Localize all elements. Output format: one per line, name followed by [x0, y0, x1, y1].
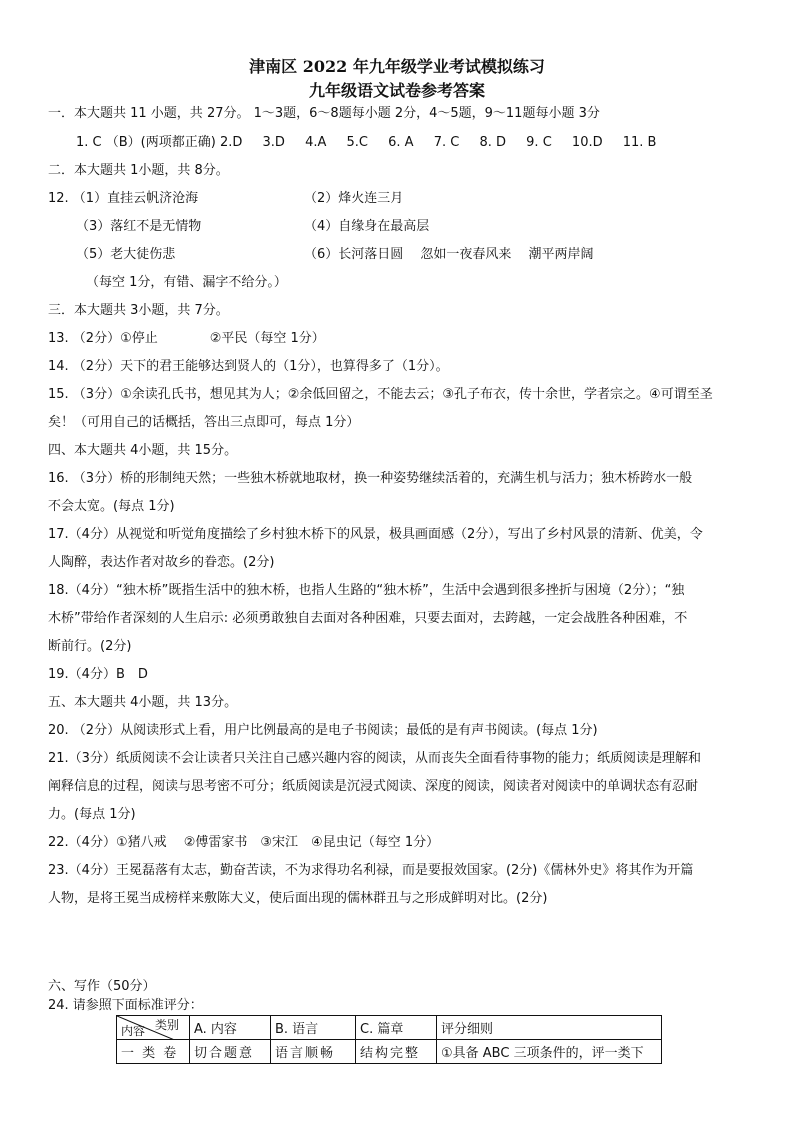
- q17-line2: 人陶醉，表达作者对故乡的眷恋。(2分): [48, 555, 275, 570]
- answer-7: 7. C: [433, 135, 460, 150]
- q15-line2: 矣！（可用自己的话概括，答出三点即可，每点 1分）: [48, 415, 360, 430]
- q21-line2: 阐释信息的过程，阅读与思考密不可分；纸质阅读是沉浸式阅读、深度的阅读，阅读者对阅读中的单调状态有忍耐: [48, 779, 699, 794]
- q16-line2: 不会太宽。(每点 1分): [48, 499, 175, 514]
- table-header-cell: 评分细则: [437, 1016, 662, 1040]
- doc-title-line2: 九年级语文试卷参考答案: [308, 81, 485, 100]
- q20: 20. （2分）从阅读形式上看，用户比例最高的是电子书阅读；最低的是有声书阅读。(每点 1分): [48, 723, 598, 738]
- q21-line1: 21.（3分）纸质阅读不会让读者只关注自己感兴趣内容的阅读，从而丧失全面看待事物的能力；纸质阅读是理解和: [48, 751, 701, 766]
- section2-heading: 二．本大题共 1小题，共 8分。: [48, 163, 229, 178]
- q23-line1: 23.（4分）王冕磊落有太志，勤奋苦读，不为求得功名利禄，而是要报效国家。(2分)《儒林外史》将其作为开篇: [48, 863, 694, 878]
- q18-line1: 18.（4分）“独木桥”既指生活中的独木桥，也指人生路的“独木桥”，生活中会遇到很多挫折与困境（2分）；“独: [48, 583, 685, 598]
- q17-line1: 17.（4分）从视觉和听觉角度描绘了乡村独木桥下的风景，极具画面感（2分），写出了乡村风景的清新、优美，令: [48, 527, 703, 542]
- table-header-cell: B. 语言: [271, 1016, 356, 1040]
- q12-line1-left: 12. （1）直挂云帆济沧海: [48, 191, 199, 206]
- q14: 14. （2分）天下的君王能够达到贤人的（1分），也算得多了（1分）。: [48, 359, 449, 374]
- table-row: [117, 1040, 662, 1064]
- doc-title-line1: 津南区 2022 年九年级学业考试模拟练习: [249, 57, 545, 76]
- q15-line1: 15. （3分）①余读孔氏书，想见其为人；②余低回留之，不能去云；③孔子布衣，传十余世，学者宗之。④可谓至圣: [48, 387, 713, 402]
- section6-heading: 六、写作（50分）: [48, 979, 156, 994]
- table-header-cell: C. 篇章: [356, 1016, 437, 1040]
- q18-line3: 断前行。(2分): [48, 639, 132, 654]
- answer-10: 10.D: [571, 135, 603, 150]
- section3-heading: 三．本大题共 3小题，共 7分。: [48, 303, 229, 318]
- corner-label-category: 类别: [154, 1018, 179, 1032]
- table-cell: 语言顺畅: [271, 1040, 356, 1064]
- q24: 24. 请参照下面标准评分：: [48, 998, 203, 1013]
- table-cell: 切合题意: [190, 1040, 271, 1064]
- answer-9: 9. C: [526, 135, 552, 150]
- answer-5: 5.C: [346, 135, 368, 150]
- q16-line1: 16. （3分）桥的形制纯天然；一些独木桥就地取材，换一种姿势继续活着的，充满生机与活力；独木桥跨水一般: [48, 471, 693, 486]
- section1-heading: 一．本大题共 11 小题，共 27分。 1～3题，6～8题每小题 2分，4～5题，9～11题每小题 3分: [48, 106, 600, 121]
- q13: 13. （2分）①停止 ②平民（每空 1分）: [48, 331, 325, 346]
- scoring-table-header-row: [117, 1016, 662, 1040]
- answer-3: 3.D: [262, 135, 285, 150]
- table-cell: 结构完整: [356, 1040, 437, 1064]
- section5-heading: 五、本大题共 4小题，共 13分。: [48, 695, 238, 710]
- answer-4: 4.A: [305, 135, 327, 150]
- answer-1-2: 1. C （B）(两项都正确) 2.D: [76, 135, 243, 150]
- q12-note: （每空 1分，有错、漏字不给分。）: [86, 275, 287, 290]
- table-cell: ①具备 ABC 三项条件的，评一类下: [437, 1040, 662, 1064]
- q21-line3: 力。(每点 1分): [48, 807, 136, 822]
- table-header-cell: A. 内容: [190, 1016, 271, 1040]
- answer-6: 6. A: [388, 135, 414, 150]
- corner-label-content: 内容: [121, 1024, 146, 1038]
- answer-11: 11. B: [622, 135, 657, 150]
- q18-line2: 木桥”带给作者深刻的人生启示: 必须勇敢独自去面对各种困难，只要去面对，去跨越，一定会战胜各种困难，不: [48, 611, 688, 626]
- section1-answers: [76, 134, 776, 152]
- table-cell-grade: 一 类 卷: [117, 1040, 190, 1064]
- table-corner-cell: [117, 1016, 190, 1040]
- q12-line3-right: （6）长河落日圆 忽如一夜春风来 潮平两岸阔: [304, 247, 594, 262]
- answer-8: 8. D: [479, 135, 507, 150]
- q22: 22.（4分）①猪八戒 ②傅雷家书 ③宋江 ④昆虫记（每空 1分）: [48, 835, 440, 850]
- q12-line1-right: （2）烽火连三月: [304, 191, 404, 206]
- q23-line2: 人物，是将王冕当成榜样来敷陈大义，使后面出现的儒林群丑与之形成鲜明对比。(2分): [48, 891, 548, 906]
- scoring-table: [116, 1015, 662, 1064]
- q19: 19.（4分）B D: [48, 667, 148, 682]
- q12-line3-left: （5）老大徒伤悲: [76, 247, 176, 262]
- q12-line2-right: （4）自缘身在最高层: [304, 219, 430, 234]
- section4-heading: 四、本大题共 4小题，共 15分。: [48, 443, 238, 458]
- q12-line2-left: （3）落红不是无情物: [76, 219, 202, 234]
